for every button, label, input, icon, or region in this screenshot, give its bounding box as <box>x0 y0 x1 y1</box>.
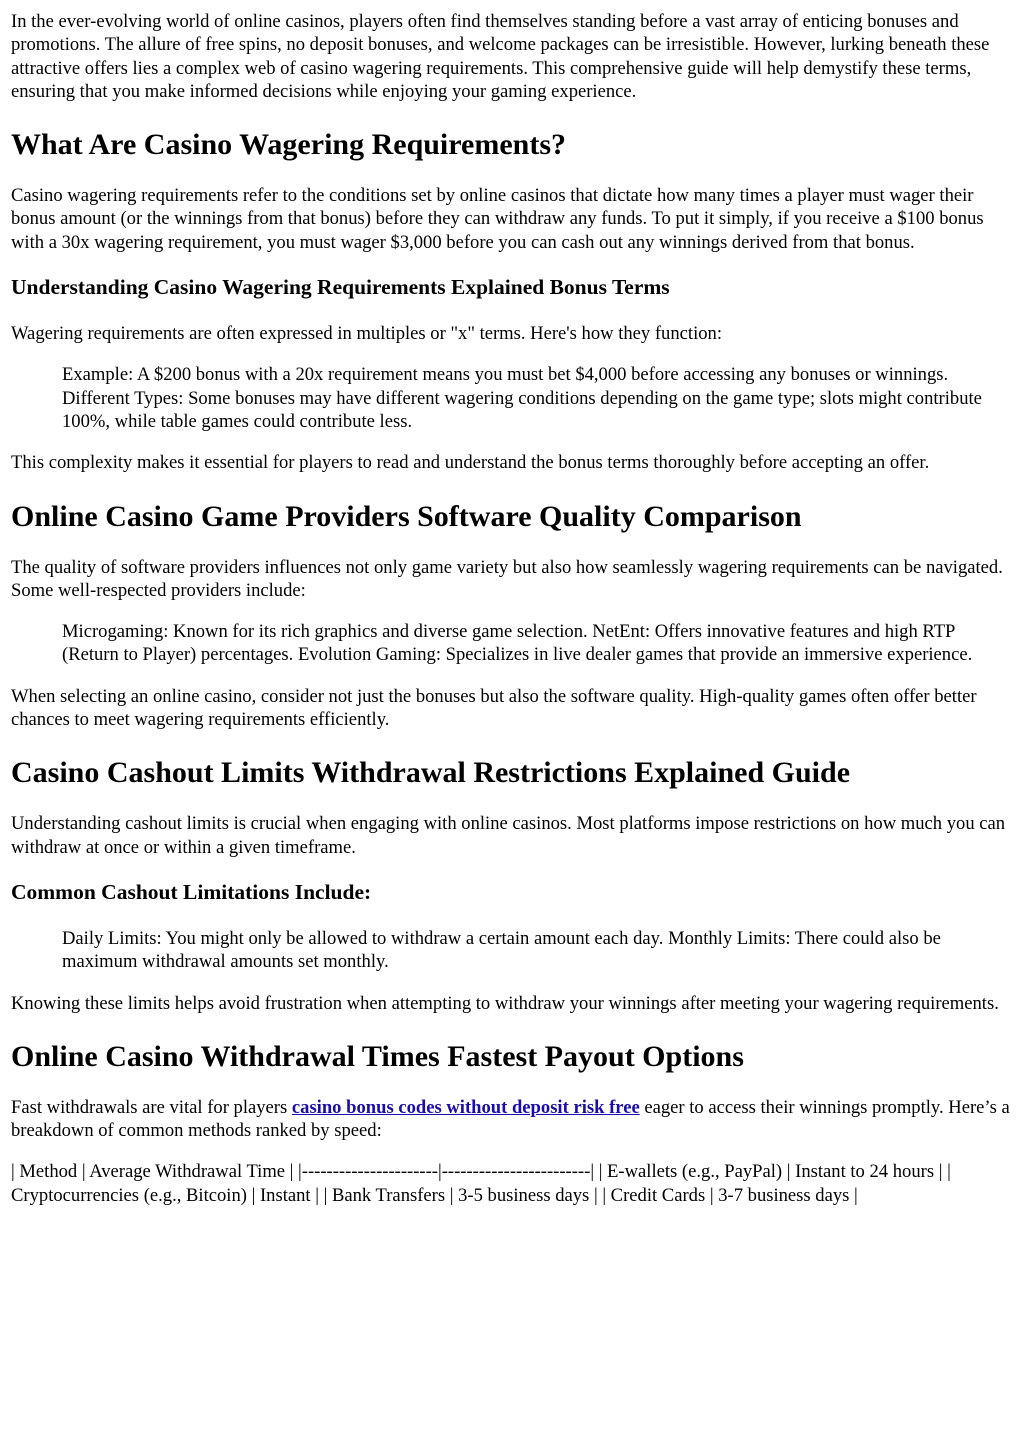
providers-intro-paragraph: The quality of software providers influences not only game variety but also how seamlessly wagering requirements can be navigated. Some well-respected providers include: <box>11 556 1003 601</box>
withdrawal-intro-text-before: Fast withdrawals are vital for players <box>11 1096 292 1118</box>
bonus-codes-link[interactable]: casino bonus codes without deposit risk free <box>291 1096 640 1118</box>
heading-game-providers: Online Casino Game Providers Software Quality Comparison <box>11 499 802 533</box>
subheading-bonus-terms: Understanding Casino Wagering Requirements Explained Bonus Terms <box>11 275 670 300</box>
cashout-limits-quote: Daily Limits: You might only be allowed to withdraw a certain amount each day. Monthly Limits: There could also be maximum withdrawal amounts set monthly. <box>62 927 941 973</box>
heading-withdrawal-times: Online Casino Withdrawal Times Fastest Payout Options <box>11 1039 744 1073</box>
heading-wagering-requirements: What Are Casino Wagering Requirements? <box>11 128 567 162</box>
withdrawal-methods-table-text: | Method | Average Withdrawal Time | |----------------------|------------------------| | E-wallets (e.g., PayPal) | Instant to 24 hours | | Cryptocurrencies (e.g., Bitcoin) | Instant | | Bank Transfers | 3-5 business days | | Credit Cards | 3-7 business days | <box>11 1161 951 1206</box>
subheading-cashout-limitations: Common Cashout Limitations Include: <box>11 879 372 904</box>
wagering-multiples-paragraph: Wagering requirements are often expressed in multiples or "x" terms. Here's how they function: <box>11 323 722 345</box>
heading-cashout-limits: Casino Cashout Limits Withdrawal Restrictions Explained Guide <box>11 756 851 790</box>
providers-quote: Microgaming: Known for its rich graphics and diverse game selection. NetEnt: Offers innovative features and high RTP (Return to Player) percentages. Evolution Gaming: Specializes in live dealer games that provide an immersive experience. <box>62 621 973 666</box>
wagering-definition-paragraph: Casino wagering requirements refer to the conditions set by online casinos that dictate how many times a player must wager their bonus amount (or the winnings from that bonus) before they can withdraw any funds. To put it simply, if you receive a $100 bonus with a 30x wagering requirement, you must wager $3,000 before you can cash out any winnings derived from that bonus. <box>11 185 984 253</box>
cashout-intro-paragraph: Understanding cashout limits is crucial when engaging with online casinos. Most platforms impose restrictions on how much you can withdraw at once or within a given timeframe. <box>11 813 1006 858</box>
withdrawal-intro-text-after: eager to access their winnings promptly. Here’s a breakdown of common methods ranked by speed: <box>11 1096 1010 1142</box>
complexity-paragraph: This complexity makes it essential for players to read and understand the bonus terms thoroughly before accepting an offer. <box>11 452 930 474</box>
intro-paragraph: In the ever-evolving world of online casinos, players often find themselves standing before a vast array of enticing bonuses and promotions. The allure of free spins, no deposit bonuses, and welcome packages can be irresistible. However, lurking beneath these attractive offers lies a complex web of casino wagering requirements. This comprehensive guide will help demystify these terms, ensuring that you make informed decisions while enjoying your gaming experience. <box>11 11 990 102</box>
software-quality-paragraph: When selecting an online casino, consider not just the bonuses but also the software quality. High-quality games often offer better chances to meet wagering requirements efficiently. <box>11 685 977 731</box>
withdrawal-intro-paragraph <box>11 1096 1014 1143</box>
wagering-example-quote: Example: A $200 bonus with a 20x requirement means you must bet $4,000 before accessing any bonuses or winnings. Different Types: Some bonuses may have different wagering conditions depending on the game type; slots might contribute 100%, while table games could contribute less. <box>62 364 982 432</box>
limits-frustration-paragraph: Knowing these limits helps avoid frustration when attempting to withdraw your winnings after meeting your wagering requirements. <box>11 992 999 1014</box>
